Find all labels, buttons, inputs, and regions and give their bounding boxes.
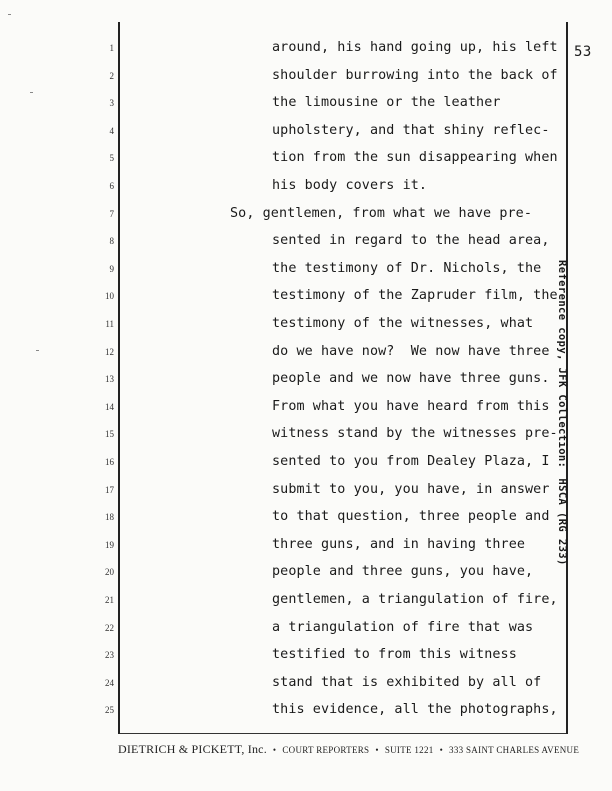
transcript-line: sented to you from Dealey Plaza, I — [272, 454, 550, 469]
line-number: 2 — [109, 70, 114, 81]
line-number: 20 — [105, 567, 114, 578]
transcript-line: upholstery, and that shiny reflec- — [272, 122, 550, 138]
line-number: 17 — [105, 484, 114, 495]
line-number: 1 — [109, 43, 114, 53]
line-number: 9 — [109, 263, 114, 274]
footer-bullet: • — [272, 745, 277, 755]
reference-stamp — [556, 260, 568, 566]
transcript-line: people and we now have three guns. — [272, 371, 550, 387]
line-number: 24 — [105, 677, 114, 688]
transcript-line: do we have now? We now have three — [272, 343, 550, 359]
transcript-line: to that question, three people and — [272, 509, 550, 525]
line-number: 22 — [105, 622, 114, 633]
transcript-line: the limousine or the leather — [272, 95, 501, 111]
transcript-line: three guns, and in having three — [272, 536, 526, 552]
scan-mark — [30, 92, 33, 93]
page-footer — [118, 742, 580, 757]
line-number: 11 — [105, 319, 114, 329]
transcript-line: testimony of the witnesses, what — [272, 316, 534, 331]
line-number: 12 — [105, 346, 114, 357]
transcript-line: tion from the sun disappearing when — [272, 150, 558, 166]
line-number: 13 — [105, 374, 114, 385]
scan-mark — [8, 14, 11, 15]
footer-firm: DIETRICH & PICKETT, Inc. — [118, 742, 267, 756]
transcript-line: testimony of the Zapruder film, the — [272, 288, 558, 304]
reference-stamp-source: Reference copy, JFK Collection: — [556, 260, 568, 469]
line-number: 6 — [109, 181, 114, 191]
footer-suite: SUITE 1221 — [384, 745, 434, 755]
transcript-line: stand that is exhibited by all of — [272, 674, 542, 690]
transcript-line: the testimony of Dr. Nichols, the — [272, 260, 542, 276]
line-number: 10 — [105, 291, 114, 302]
line-number: 8 — [109, 236, 114, 247]
reference-stamp-record-group: HSCA (RG 233) — [556, 478, 568, 566]
line-number: 16 — [105, 457, 114, 467]
transcript-line: submit to you, you have, in answer — [272, 481, 550, 497]
transcript-line: sented in regard to the head area, — [272, 233, 550, 249]
bottom-rule — [120, 733, 566, 734]
line-number: 5 — [109, 153, 114, 164]
transcript-line: around, his hand going up, his left — [272, 40, 558, 55]
footer-bullet: • — [439, 745, 444, 755]
line-number: 7 — [109, 208, 114, 219]
footer-role: COURT REPORTERS — [282, 745, 370, 755]
line-number: 14 — [105, 401, 114, 412]
page-number: 53 — [574, 44, 592, 60]
transcript-line: his body covers it. — [272, 178, 428, 193]
footer-address: 333 SAINT CHARLES AVENUE — [449, 745, 580, 755]
line-number: 19 — [105, 539, 114, 550]
transcript-line: testified to from this witness — [272, 647, 517, 663]
scan-mark — [36, 350, 39, 351]
transcript-line: From what you have heard from this — [272, 398, 550, 414]
line-number: 4 — [109, 125, 114, 136]
transcript-line: this evidence, all the photographs, — [272, 702, 558, 718]
transcript-line: witness stand by the witnesses pre- — [272, 426, 558, 442]
footer-bullet: • — [375, 745, 379, 755]
transcript-line: gentlemen, a triangulation of fire, — [272, 592, 558, 607]
line-number: 3 — [109, 98, 114, 109]
transcript-line: a triangulation of fire that was — [272, 619, 534, 635]
transcript-line: shoulder burrowing into the back of — [272, 67, 558, 83]
line-number: 23 — [105, 650, 114, 661]
line-number: 25 — [105, 705, 114, 716]
transcript-line: So, gentlemen, from what we have pre- — [230, 205, 532, 221]
line-number: 15 — [105, 429, 114, 440]
line-number: 21 — [105, 595, 114, 605]
transcript-line: people and three guns, you have, — [272, 564, 534, 580]
line-number: 18 — [105, 512, 114, 523]
